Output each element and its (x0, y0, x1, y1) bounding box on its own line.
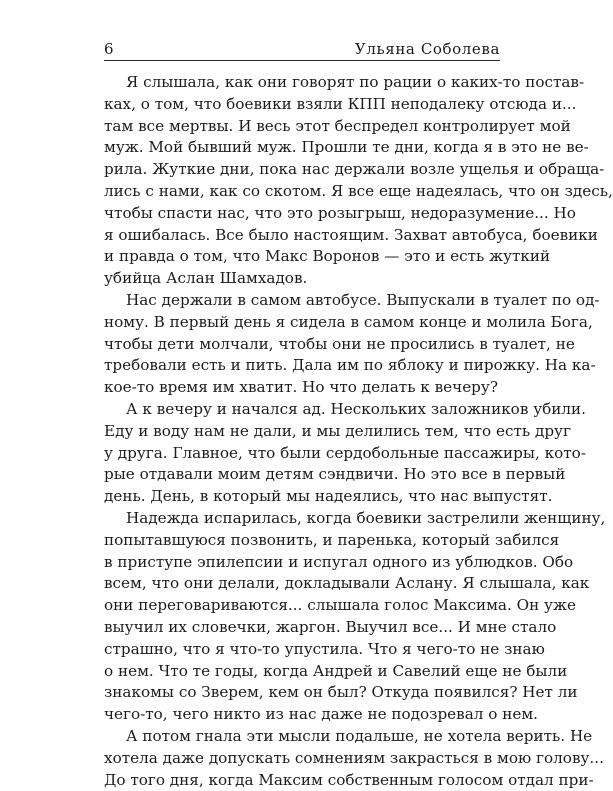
page-number: 6 (104, 40, 114, 58)
text-line: чего-то, чего никто из нас даже не подозревал о нем. (104, 704, 500, 726)
text-line: муж. Мой бывший муж. Прошли те дни, когда я в это не ве- (104, 137, 500, 159)
page-header (104, 38, 500, 61)
body-text (104, 72, 500, 791)
text-line: и правда о том, что Макс Воронов — это и есть жуткий (104, 246, 500, 268)
text-line: А к вечеру и начался ад. Нескольких заложников убили. (104, 399, 500, 421)
text-line: требовали есть и пить. Дала им по яблоку и пирожку. На ка- (104, 355, 500, 377)
text-line: там все мертвы. И весь этот беспредел контролирует мой (104, 116, 500, 138)
text-line: Я слышала, как они говорят по рации о каких-то постав- (104, 72, 500, 94)
text-line: они переговариваются... слышала голос Максима. Он уже (104, 595, 500, 617)
text-line: рила. Жуткие дни, пока нас держали возле ущелья и обраща- (104, 159, 500, 181)
text-line: кое-то время им хватит. Но что делать к вечеру? (104, 377, 500, 399)
text-line: выучил их словечки, жаргон. Выучил все... И мне стало (104, 617, 500, 639)
text-line: попытавшуюся позвонить, и паренька, который забился (104, 530, 500, 552)
text-line: рые отдавали моим детям сэндвичи. Но это все в первый (104, 464, 500, 486)
text-line: всем, что они делали, докладывали Аслану. Я слышала, как (104, 573, 500, 595)
text-line: у друга. Главное, что были сердобольные пассажиры, кото- (104, 443, 500, 465)
text-line: лись с нами, как со скотом. Я все еще надеялась, что он здесь, (104, 181, 500, 203)
text-line: Нас держали в самом автобусе. Выпускали в туалет по од- (104, 290, 500, 312)
text-line: знакомы со Зверем, кем он был? Откуда появился? Нет ли (104, 682, 500, 704)
text-line: До того дня, когда Максим собственным голосом отдал при- (104, 770, 500, 791)
text-line: Надежда испарилась, когда боевики застрелили женщину, (104, 508, 500, 530)
text-line: о нем. Что те годы, когда Андрей и Савелий еще не были (104, 661, 500, 683)
text-line: Еду и воду нам не дали, и мы делились тем, что есть друг (104, 421, 500, 443)
text-line: я ошибалась. Все было настоящим. Захват автобуса, боевики (104, 225, 500, 247)
text-line: ному. В первый день я сидела в самом конце и молила Бога, (104, 312, 500, 334)
text-line: А потом гнала эти мысли подальше, не хотела верить. Не (104, 726, 500, 748)
text-line: ках, о том, что боевики взяли КПП неподалеку отсюда и... (104, 94, 500, 116)
text-line: страшно, что я что-то упустила. Что я чего-то не знаю (104, 639, 500, 661)
text-line: чтобы дети молчали, чтобы они не просились в туалет, не (104, 334, 500, 356)
text-line: хотела даже допускать сомнениям закрасться в мою голову... (104, 748, 500, 770)
running-title: Ульяна Соболева (355, 40, 500, 58)
text-line: чтобы спасти нас, что это розыгрыш, недоразумение... Но (104, 203, 500, 225)
text-line: в приступе эпилепсии и испугал одного из ублюдков. Обо (104, 552, 500, 574)
text-line: день. День, в который мы надеялись, что нас выпустят. (104, 486, 500, 508)
text-line: убийца Аслан Шамхадов. (104, 268, 500, 290)
